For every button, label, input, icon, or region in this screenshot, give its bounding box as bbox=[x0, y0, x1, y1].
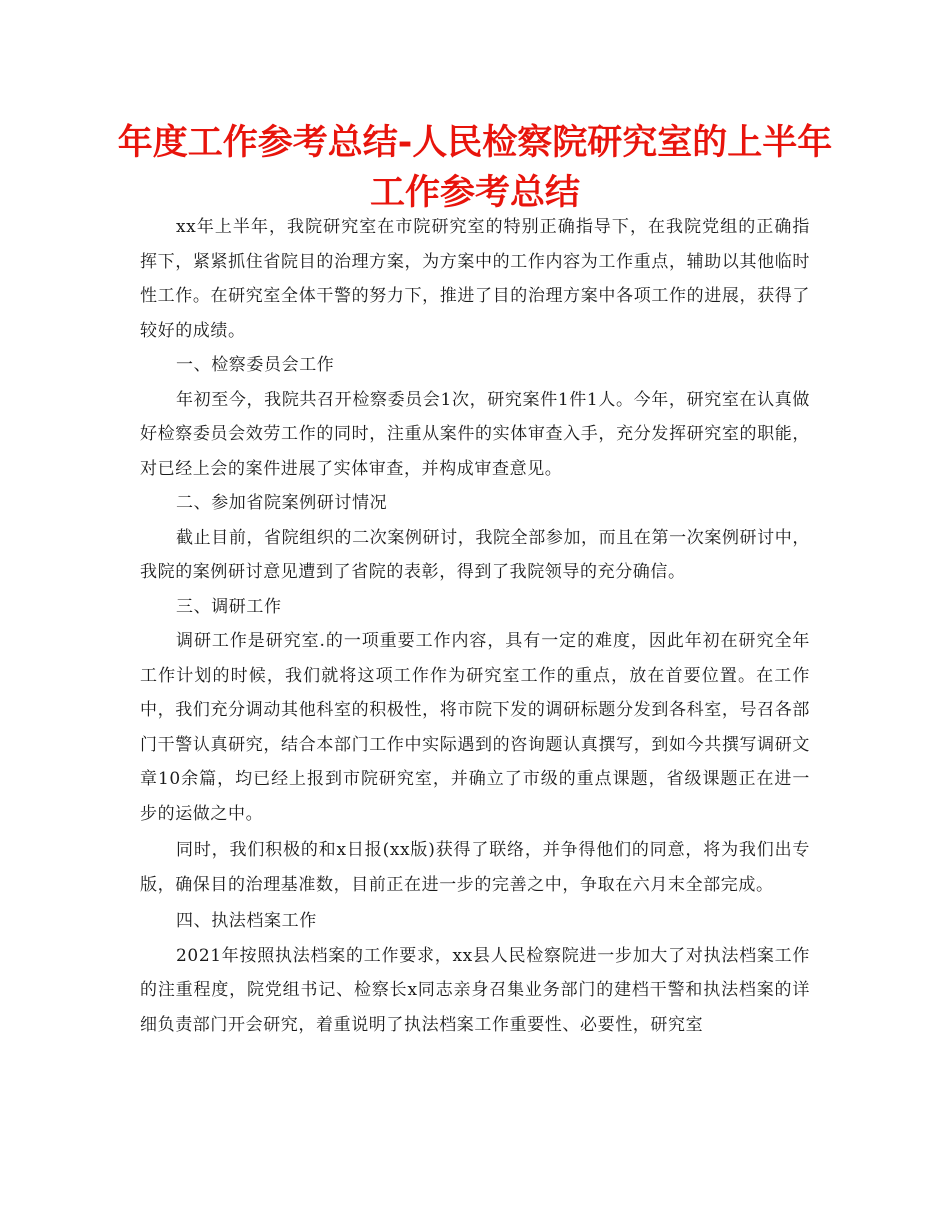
section-heading-4: 四、执法档案工作 bbox=[176, 911, 317, 931]
paragraph-section-4: 2021年按照执法档案的工作要求，xx县人民检察院进一步加大了对执法档案工作的注重程度，院党组书记、检察长x同志亲身召集业务部门的建档干警和执法档案的详细负责部门开会研究，着重说明了执法档案工作重要性、必要性，研究室 bbox=[140, 945, 810, 1035]
section-heading-2: 二、参加省院案例研讨情况 bbox=[176, 493, 388, 513]
section-heading-3: 三、调研工作 bbox=[176, 596, 282, 617]
paragraph-section-2: 截止目前，省院组织的二次案例研讨，我院全部参加，而且在第一次案例研讨中，我院的案例研讨意见遭到了省院的表彰，得到了我院领导的充分确信。 bbox=[140, 527, 810, 582]
document-body bbox=[140, 210, 810, 1042]
paragraph-section-1: 年初至今，我院共召开检察委员会1次，研究案件1件1人。今年，研究室在认真做好检察委员会效劳工作的同时，注重从案件的实体审查入手，充分发挥研究室的职能，对已经上会的案件进展了实体审查，并构成审查意见。 bbox=[140, 389, 810, 479]
paragraph-section-3: 调研工作是研究室.的一项重要工作内容，具有一定的难度，因此年初在研究全年工作计划的时候，我们就将这项工作作为研究室工作的重点，放在首要位置。在工作中，我们充分调动其他科室的积极性，将市院下发的调研标题分发到各科室，号召各部门干警认真研究，结合本部门工作中实际遇到的咨询题认真撰写，到如今共撰写调研文章10余篇，均已经上报到市院研究室，并确立了市级的重点课题，省级课题正在进一步的运做之中。 bbox=[140, 631, 810, 824]
paragraph-intro: xx年上半年，我院研究室在市院研究室的特别正确指导下，在我院党组的正确指挥下，紧紧抓住省院目的治理方案，为方案中的工作内容为工作重点，辅助以其他临时性工作。在研究室全体干警的努力下，推进了目的治理方案中各项工作的进展，获得了较好的成绩。 bbox=[140, 217, 810, 341]
paragraph-section-3b: 同时，我们积极的和x日报(xx版)获得了联络，并争得他们的同意，将为我们出专版，确保目的治理基准数，目前正在进一步的完善之中，争取在六月末全部完成。 bbox=[140, 840, 810, 895]
section-heading-1: 一、检察委员会工作 bbox=[176, 355, 335, 375]
document-title: 年度工作参考总结-人民检察院研究室的上半年工作参考总结 bbox=[117, 123, 833, 213]
